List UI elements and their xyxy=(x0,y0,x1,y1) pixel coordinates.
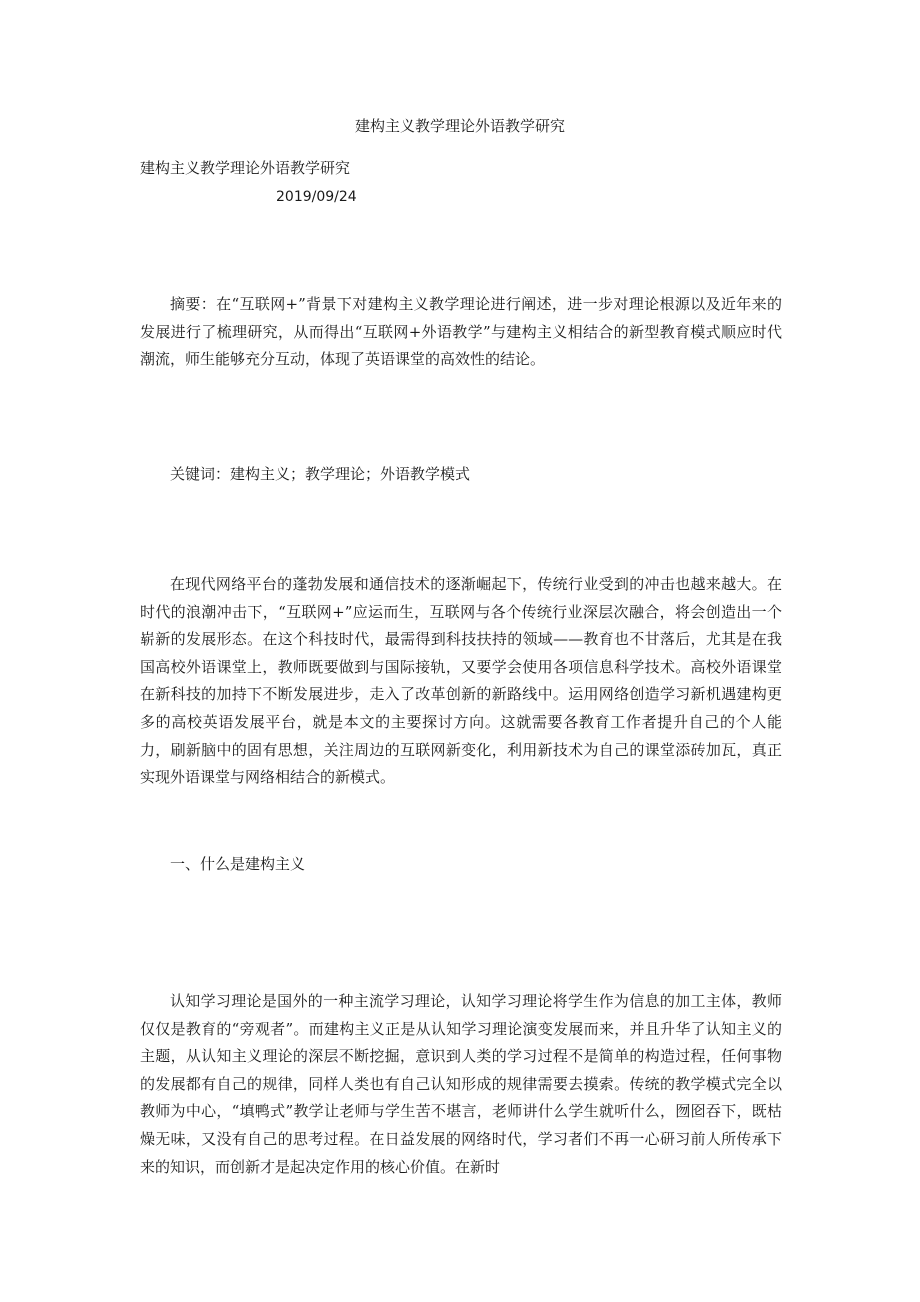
abstract-paragraph: 摘要：在“互联网+”背景下对建构主义教学理论进行阐述，进一步对理论根源以及近年来的发展进行了梳理研究，从而得出“互联网+外语教学”与建构主义相结合的新型教育模式顺应时代潮流，师生能够充分互动，体现了英语课堂的高效性的结论。 xyxy=(140,295,782,369)
publish-date: 2019/09/24 xyxy=(276,189,357,205)
document-subtitle: 建构主义教学理论外语教学研究 xyxy=(140,159,351,177)
document-title: 建构主义教学理论外语教学研究 xyxy=(354,117,565,135)
section-heading: 一、什么是建构主义 xyxy=(170,855,306,873)
keywords-paragraph: 关键词：建构主义；教学理论；外语教学模式 xyxy=(170,465,471,483)
body-paragraph: 认知学习理论是国外的一种主流学习理论，认知学习理论将学生作为信息的加工主体，教师仅仅是教育的“旁观者”。而建构主义正是从认知学习理论演变发展而来，并且升华了认知主义的主题，从认知主义理论的深层不断挖掘，意识到人类的学习过程不是简单的构造过程，任何事物的发展都有自己的规律，同样人类也有自己认知形成的规律需要去摸索。传统的教学模式完全以教师为中心，“填鸭式”教学让老师与学生苦不堪言，老师讲什么学生就听什么，囫囵吞下，既枯燥无味，又没有自己的思考过程。在日益发展的网络时代，学习者们不再一心研习前人所传承下来的知识，而创新才是起决定作用的核心价值。在新时 xyxy=(140,992,782,1176)
intro-paragraph: 在现代网络平台的蓬勃发展和通信技术的逐渐崛起下，传统行业受到的冲击也越来越大。在时代的浪潮冲击下，“互联网+”应运而生，互联网与各个传统行业深层次融合，将会创造出一个崭新的发展形态。在这个科技时代，最需得到科技扶持的领域——教育也不甘落后，尤其是在我国高校外语课堂上，教师既要做到与国际接轨，又要学会使用各项信息科学技术。高校外语课堂在新科技的加持下不断发展进步，走入了改革创新的新路线中。运用网络创造学习新机遇建构更多的高校英语发展平台，就是本文的主要探讨方向。这就需要各教育工作者提升自己的个人能力，刷新脑中的固有思想，关注周边的互联网新变化，利用新技术为自己的课堂添砖加瓦，真正实现外语课堂与网络相结合的新模式。 xyxy=(140,575,782,787)
